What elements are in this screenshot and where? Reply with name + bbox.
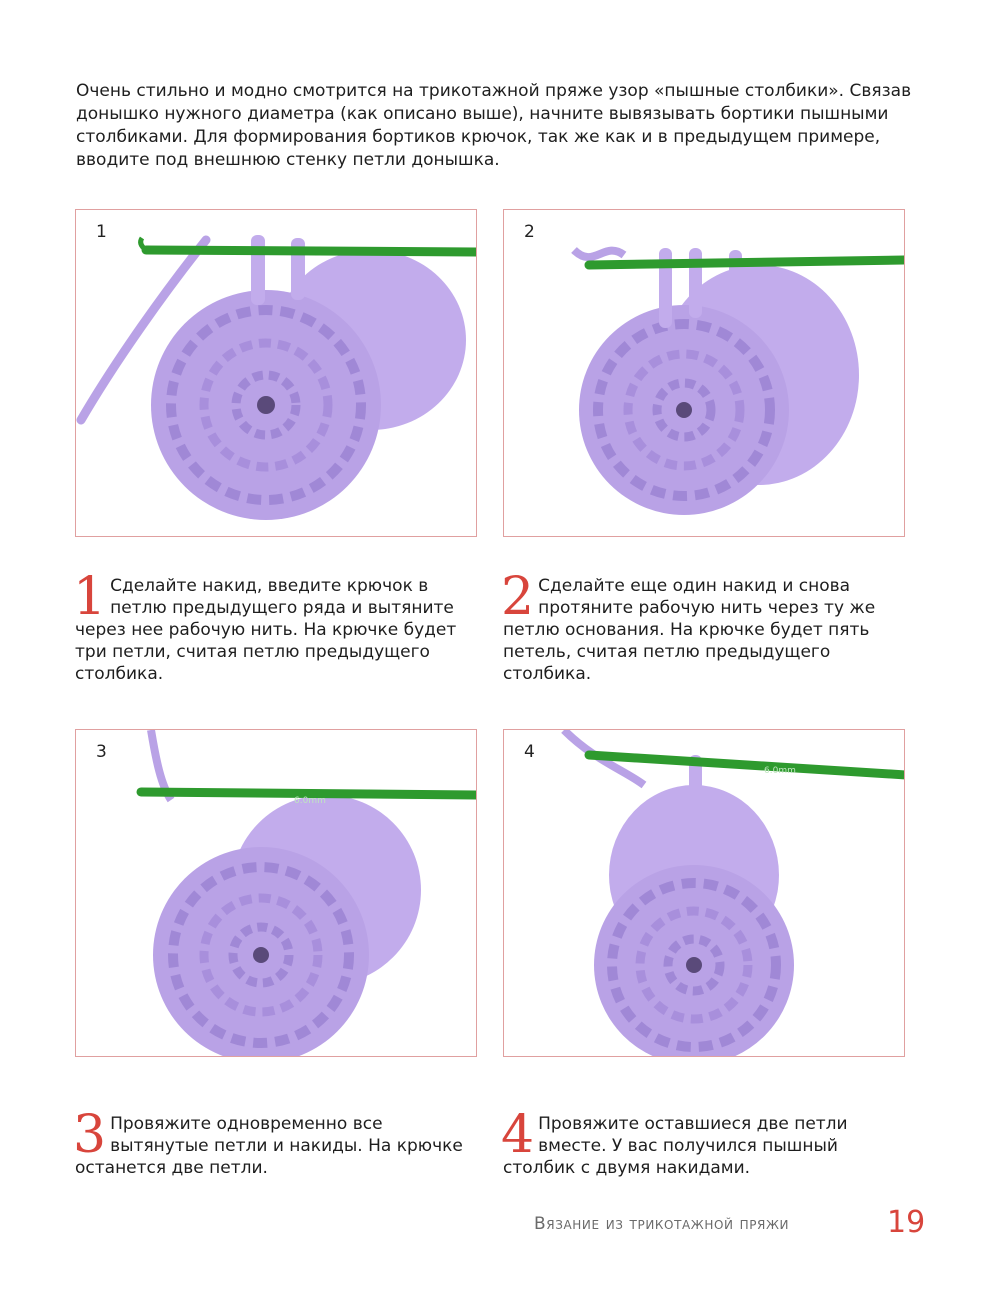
step-caption-4 <box>501 1105 911 1179</box>
crochet-illustration <box>76 730 477 1057</box>
step-photo-3 <box>75 729 477 1057</box>
step-text: Провяжите оставшиеся две петли вместе. У вас получился пышный столбик с двумя накидами. <box>503 1114 848 1178</box>
crochet-illustration <box>504 730 905 1057</box>
step-text: Провяжите одновременно все вытянутые петли и накиды. На крючке останется две петли. <box>75 1114 463 1178</box>
page-number: 19 <box>887 1205 926 1240</box>
crochet-illustration <box>504 210 905 537</box>
hook-marking: 6.0mm <box>764 766 796 776</box>
step-caption-1 <box>73 567 483 685</box>
hook-marking: 6.0mm <box>294 796 326 806</box>
step-caption-2 <box>501 567 911 685</box>
step-number: 1 <box>73 567 107 627</box>
crochet-illustration <box>76 210 477 537</box>
step-caption-3 <box>73 1105 483 1179</box>
step-text: Сделайте накид, введите крючок в петлю предыдущего ряда и вытяните через нее рабочую нить. На крючке будет три петли, считая петлю предыдущего столбика. <box>75 576 457 684</box>
step-number: 4 <box>501 1105 535 1165</box>
intro-paragraph: Очень стильно и модно смотрится на трикотажной пряже узор «пышные столбики». Связав донышко нужного диаметра (как описано выше), начните вывязывать бортики пышными столбиками. Для формирования бортиков крючок, так же как и в предыдущем примере, вводите под внешнюю стенку петли донышка. <box>76 81 912 170</box>
photo-number: 1 <box>96 222 107 242</box>
photo-number: 4 <box>524 742 535 762</box>
step-number: 2 <box>501 567 535 627</box>
step-photo-1 <box>75 209 477 537</box>
step-number: 3 <box>73 1105 107 1165</box>
running-footer-title: Вязание из трикотажной пряжи <box>534 1214 790 1234</box>
step-text: Сделайте еще один накид и снова протяните рабочую нить через ту же петлю основания. На крючке будет пять петель, считая петлю предыдущего столбика. <box>503 576 876 684</box>
step-photo-4 <box>503 729 905 1057</box>
step-photo-2 <box>503 209 905 537</box>
photo-number: 2 <box>524 222 535 242</box>
photo-number: 3 <box>96 742 107 762</box>
